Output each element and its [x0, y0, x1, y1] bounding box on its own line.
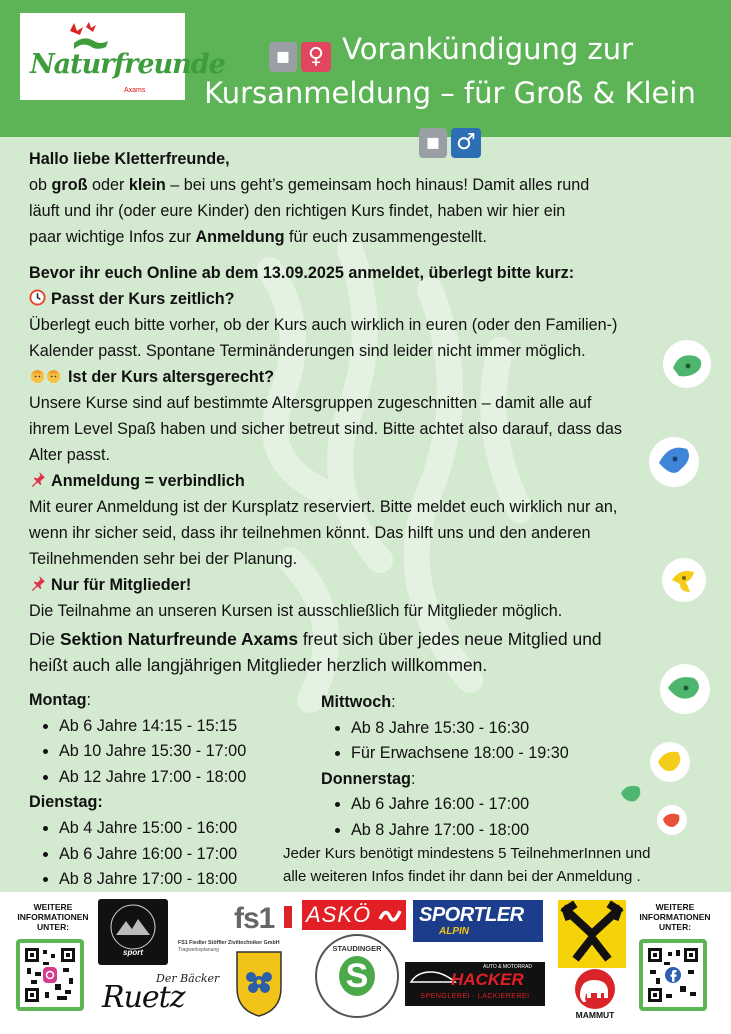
day-suffix: :	[410, 769, 416, 788]
flower-shield-icon	[235, 950, 283, 1018]
climbing-hold-emoji-icon: ▪	[269, 42, 297, 72]
pushpin-icon	[29, 575, 46, 592]
pushpin-icon	[29, 471, 46, 488]
asko-logo-text: ASKÖ	[306, 902, 372, 927]
children-icon	[29, 367, 63, 384]
day-heading	[29, 688, 246, 714]
sport-logo	[98, 899, 168, 965]
ruetz-logo-text: Ruetz	[102, 980, 185, 1015]
staudinger-s-icon: S	[339, 956, 375, 996]
checklist-item-line: Überlegt euch bitte vorher, ob der Kurs auch wirklich in euren (oder den Familien-)	[29, 316, 618, 334]
checklist-title-text: Ist der Kurs altersgerecht?	[68, 368, 275, 386]
checklist-item-title	[29, 572, 709, 598]
list-item: • Ab 6 Jahre 14:15 - 15:15	[59, 714, 246, 740]
checklist-title-text: Passt der Kurs zeitlich?	[51, 290, 235, 308]
fs1-red-bar	[284, 906, 292, 928]
note-line-2: alle weiteren Infos findet ihr dann bei der Anmeldung .	[283, 868, 641, 885]
list-item: • Ab 12 Jahre 17:00 - 18:00	[59, 765, 246, 791]
hacker-logo	[405, 962, 545, 1006]
male-sign-icon: ♂	[451, 128, 481, 158]
intro-line-1	[29, 172, 709, 198]
red-climbing-hold-icon	[657, 805, 687, 835]
asko-logo	[302, 900, 406, 930]
list-item: • Ab 8 Jahre 17:00 - 18:00	[351, 818, 569, 844]
more-info-label	[8, 902, 98, 932]
facebook-qr-code[interactable]	[639, 939, 707, 1011]
intro-section	[29, 146, 709, 678]
hacker-sub-text: SPENGLEREI · LACKIEREREI	[420, 993, 530, 1000]
label-line: WEITERE	[655, 902, 695, 912]
hacker-top-text: AUTO & MOTORRAD	[483, 964, 532, 970]
sportler-logo	[413, 900, 543, 942]
instagram-qr-code[interactable]	[16, 939, 84, 1011]
raiffeisen-logo	[558, 900, 626, 968]
day-heading	[321, 767, 569, 793]
intro-text: für euch zusammengestellt.	[284, 228, 487, 246]
label-line: UNTER:	[658, 922, 692, 932]
asko-swoosh-icon	[378, 905, 402, 925]
fs1-logo	[178, 902, 298, 952]
checklist-item-line: ihrem Level Spaß haben und sicher betreut sind. Bitte achtet also darauf, dass das	[29, 420, 622, 438]
mammut-logo	[562, 968, 628, 1022]
intro-bold-gross: groß	[51, 176, 88, 194]
intro-bold-klein: klein	[128, 176, 166, 194]
checklist-item-line: Alter passt.	[29, 446, 110, 464]
label-line: INFORMATIONEN	[639, 912, 711, 922]
label-line: INFORMATIONEN	[17, 912, 89, 922]
staudinger-logo	[315, 934, 399, 1018]
day-name: Montag	[29, 691, 87, 709]
day-name: Mittwoch	[321, 693, 392, 711]
axams-coat-of-arms	[235, 950, 283, 1018]
label-line: UNTER:	[36, 922, 70, 932]
list-item: • Ab 8 Jahre 17:00 - 18:00	[59, 867, 246, 893]
intro-line-2: läuft und ihr (oder eure Kinder) den richtigen Kurs findet, haben wir hier ein	[29, 202, 566, 220]
checklist-title-text: Anmeldung = verbindlich	[51, 472, 245, 490]
header-banner	[0, 0, 731, 155]
list-item: • Ab 10 Jahre 15:30 - 17:00	[59, 739, 246, 765]
checklist-item-line: Kalender passt. Spontane Terminänderungen sind leider nicht immer möglich.	[29, 342, 586, 360]
list-item: • Ab 8 Jahre 15:30 - 16:30	[351, 716, 569, 742]
ruetz-top-text: Der Bäcker	[156, 972, 220, 985]
checklist-item-line: Mit eurer Anmeldung ist der Kursplatz reserviert. Bitte meldet euch wirklich nur an,	[29, 498, 618, 516]
checklist-title-text: Nur für Mitglieder!	[51, 576, 192, 594]
intro-bold-anmeldung: Anmeldung	[195, 228, 285, 246]
intro-text: ob	[29, 176, 52, 194]
intro-text: paar wichtige Infos zur	[29, 228, 196, 246]
welcome-line-1	[29, 626, 709, 652]
day-suffix: :	[391, 693, 396, 711]
naturfreunde-logo	[20, 13, 225, 100]
day-suffix: :	[86, 691, 92, 709]
course-note	[283, 842, 723, 888]
intro-line-3	[29, 224, 709, 250]
slot-list	[321, 792, 569, 843]
logo-wordmark: Naturfreunde	[30, 49, 225, 80]
logo-subtitle: Axams	[124, 87, 146, 94]
slot-list	[29, 816, 246, 893]
greeting: Hallo liebe Kletterfreunde,	[29, 150, 230, 168]
day-suffix: :	[97, 793, 103, 812]
qr-code-icon	[25, 948, 75, 1002]
clock-icon	[29, 289, 46, 306]
female-sign-icon: ♀	[301, 42, 331, 72]
climbing-hold-emoji-icon: ▪	[419, 128, 447, 158]
checklist-item-line: wenn ihr sicher seid, dass ihr teilnehmen könnt. Das hilft uns und den anderen	[29, 524, 591, 542]
page-title	[185, 28, 715, 158]
green-climbing-hold-icon	[617, 779, 647, 809]
schedule-left	[29, 688, 246, 893]
day-name: Donnerstag	[321, 769, 411, 788]
slot-list	[321, 716, 569, 767]
intro-text: – bei uns geht’s gemeinsam hoch hinaus! Damit alles rund	[165, 176, 590, 194]
slot-list	[29, 714, 246, 791]
checklist-item-title	[29, 468, 709, 494]
sport-logo-text: sport	[123, 948, 143, 957]
fs1-subtitle: FS1 Fiedler Stöffler Ziviltechniker GmbH	[178, 940, 280, 946]
list-item: • Ab 6 Jahre 16:00 - 17:00	[351, 792, 569, 818]
checklist-item-line: Teilnehmenden sehr bei der Planung.	[29, 550, 298, 568]
qr-code-icon	[648, 948, 698, 1002]
note-line-1: Jeder Kurs benötigt mindestens 5 TeilnehmerInnen und	[283, 845, 651, 862]
intro-text: oder	[87, 176, 129, 194]
title-line-1: Vorankündigung zur	[342, 32, 634, 66]
checklist-item-line: Die Teilnahme an unseren Kursen ist ausschließlich für Mitglieder möglich.	[29, 602, 563, 620]
fs1-subtitle-2: Tragwerksplanung	[178, 947, 219, 953]
hacker-logo-text: HACKER	[451, 970, 524, 989]
welcome-line-2: heißt auch alle langjährigen Mitglieder herzlich willkommen.	[29, 655, 488, 675]
checklist-heading: Bevor ihr euch Online ab dem 13.09.2025 anmeldet, überlegt bitte kurz:	[29, 264, 575, 282]
list-item: • Ab 6 Jahre 16:00 - 17:00	[59, 842, 246, 868]
label-line: WEITERE	[33, 902, 73, 912]
car-silhouette-icon	[409, 968, 457, 986]
sponsor-footer	[0, 892, 731, 1034]
day-name: Dienstag	[29, 793, 98, 812]
schedule-right	[321, 690, 569, 844]
welcome-bold-sektion: Sektion Naturfreunde Axams	[59, 629, 298, 649]
list-item: • Ab 4 Jahre 15:00 - 16:00	[59, 816, 246, 842]
staudinger-logo-text: STAUDINGER	[332, 944, 382, 953]
welcome-text: freut sich über jedes neue Mitglied und	[298, 629, 602, 649]
mammoth-icon	[562, 968, 628, 1010]
welcome-text: Die	[29, 629, 60, 649]
more-info-label	[630, 902, 720, 932]
day-heading	[321, 690, 569, 716]
checklist-item-line: Unsere Kurse sind auf bestimmte Altersgruppen zugeschnitten – damit alle auf	[29, 394, 592, 412]
list-item: • Für Erwachsene 18:00 - 19:30	[351, 741, 569, 767]
ruetz-logo	[98, 972, 222, 1016]
crossed-horse-heads-icon	[558, 900, 626, 968]
mammut-logo-text: MAMMUT	[575, 1010, 615, 1020]
sportler-logo-text: SPORTLER	[419, 904, 524, 926]
checklist-item-title	[29, 286, 709, 312]
title-line-2: Kursanmeldung – für Groß & Klein	[204, 76, 696, 110]
fs1-logo-text: fs1	[234, 902, 275, 935]
yellow-climbing-hold-icon	[650, 742, 690, 782]
day-heading	[29, 790, 246, 816]
checklist-item-title	[29, 364, 709, 390]
sportler-sub-text: ALPIN	[439, 926, 469, 937]
